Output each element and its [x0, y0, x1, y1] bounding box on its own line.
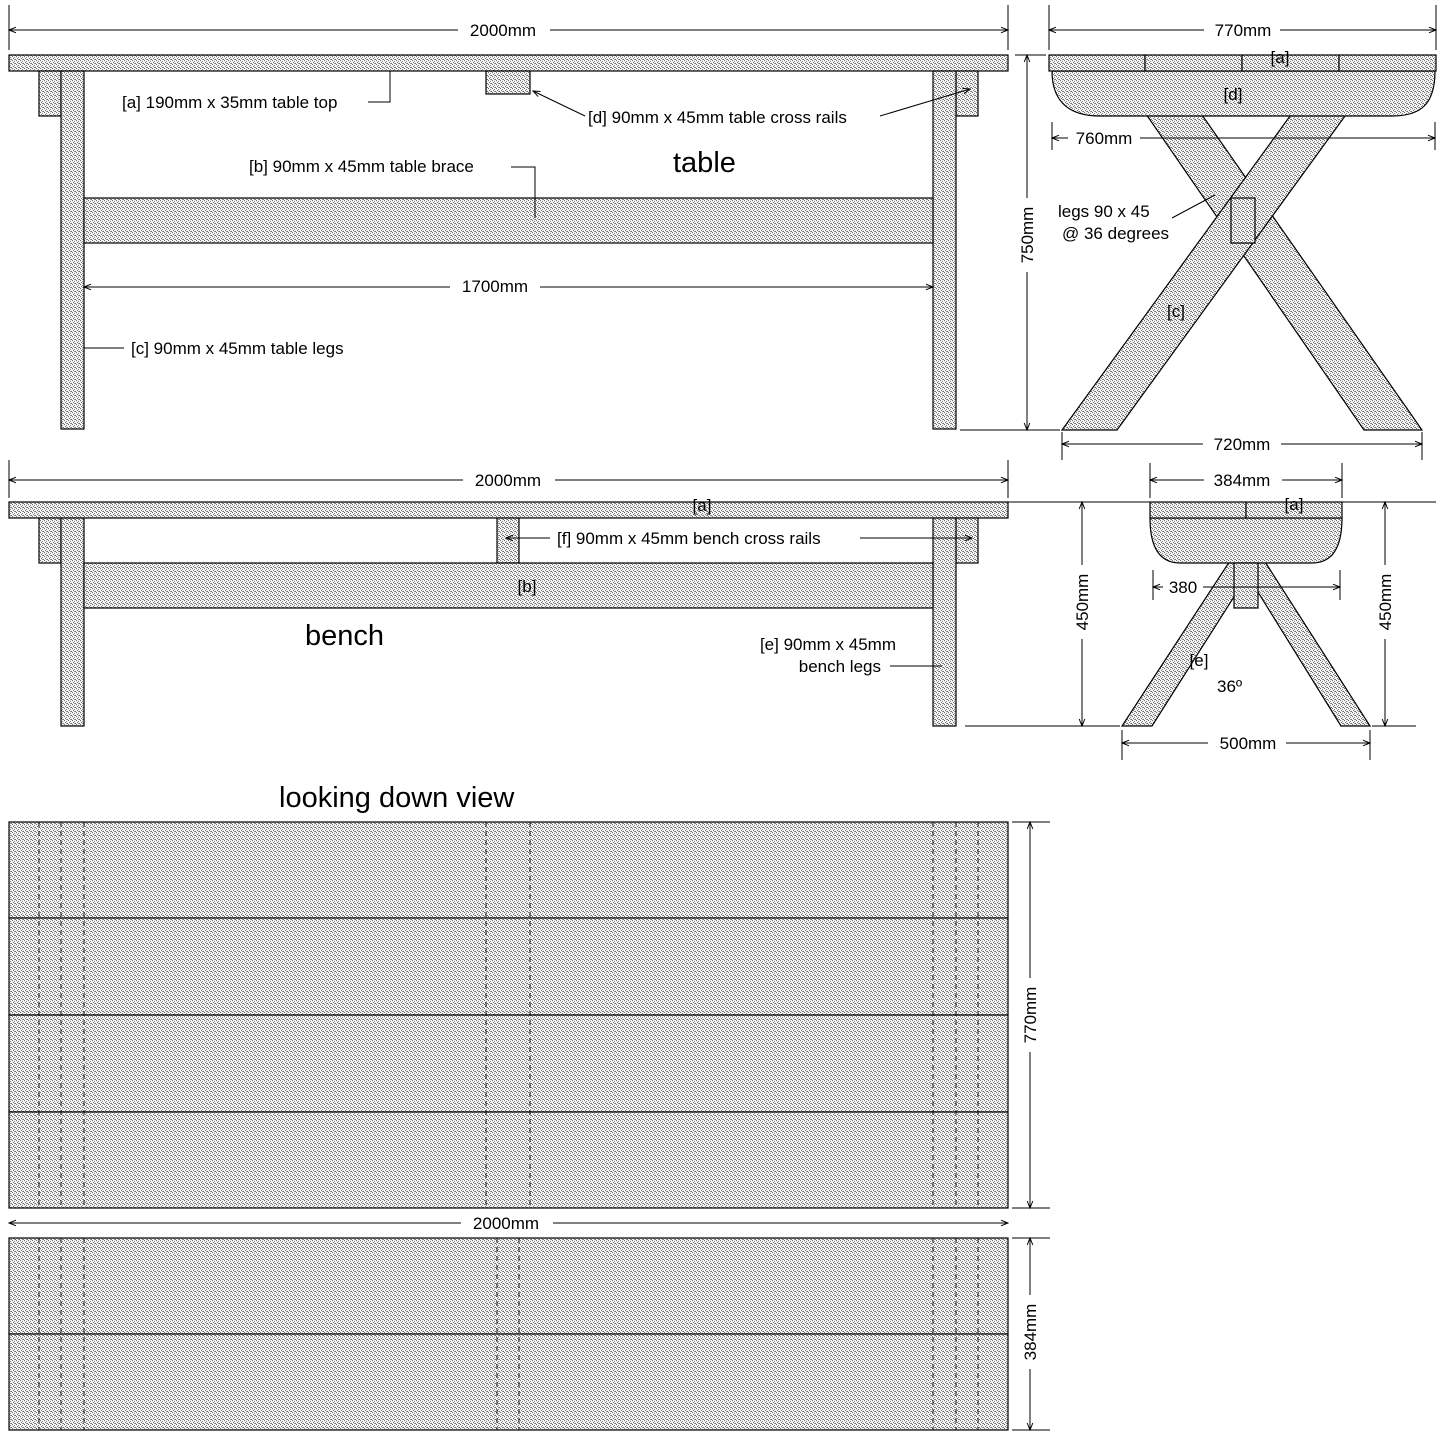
bench-end-tag-a: [a]: [1284, 495, 1304, 514]
bench-tag-a: [a]: [692, 496, 712, 515]
plan-bench-boards: [9, 1238, 1008, 1430]
bench-top-a: [9, 502, 1008, 518]
table-end-tag-a: [a]: [1270, 48, 1290, 67]
plan-title: looking down view: [279, 782, 515, 814]
table-end-rail-dim: 760mm: [1075, 129, 1133, 148]
table-title: table: [673, 147, 736, 179]
table-cross-rails-label: [d] 90mm x 45mm table cross rails: [588, 108, 847, 127]
bench-length-dim: 2000mm: [474, 471, 542, 490]
bench-end-angle: 36º: [1217, 677, 1243, 696]
table-leg-right: [933, 71, 956, 429]
plan-length-dim: 2000mm: [472, 1214, 540, 1233]
table-end-leg-c-1: [1117, 72, 1422, 430]
table-cross-rail-mid: [486, 71, 530, 94]
bench-end-height-left-dim: 450mm: [1073, 573, 1092, 631]
bench-end-height-right-dim: 450mm: [1376, 573, 1395, 631]
plan-bench-width-dim: 384mm: [1021, 1303, 1040, 1361]
table-end-foot-dim: 720mm: [1213, 435, 1271, 454]
table-end-tag-c: [c]: [1167, 302, 1185, 321]
bench-cross-rail-left: [39, 518, 61, 563]
bench-title: bench: [305, 620, 385, 652]
bench-end-width-dim: 384mm: [1213, 471, 1271, 490]
table-end-view: [1049, 5, 1436, 460]
bench-tag-b: [b]: [517, 577, 537, 596]
table-end-cross-rail-d: [1052, 71, 1435, 116]
table-legs-label: [c] 90mm x 45mm table legs: [131, 339, 344, 358]
plan-table-width-dim: 770mm: [1021, 986, 1040, 1044]
bench-legs-label-1: [e] 90mm x 45mm: [759, 635, 896, 654]
table-top-a: [9, 55, 1008, 71]
table-length-dim: 2000mm: [469, 21, 537, 40]
bench-cross-rail-right: [956, 518, 978, 563]
bench-end-rail-dim: 380: [1168, 578, 1198, 597]
table-top-label: [a] 190mm x 35mm table top: [122, 93, 338, 112]
table-cross-rail-right: [956, 71, 978, 116]
table-side-view: [9, 5, 1060, 430]
bench-side-view: [9, 460, 1008, 726]
bench-legs-label-2: bench legs: [798, 657, 881, 676]
bench-end-tag-e: [e]: [1189, 651, 1209, 670]
plan-table-boards: [9, 822, 1008, 1208]
table-height-dim: 750mm: [1018, 206, 1037, 264]
table-end-tag-d: [d]: [1223, 85, 1243, 104]
bench-cross-rails-label: [f] 90mm x 45mm bench cross rails: [557, 529, 821, 548]
bench-end-foot-dim: 500mm: [1219, 734, 1277, 753]
table-inner-dim: 1700mm: [461, 277, 529, 296]
bench-cross-rail-mid: [497, 518, 519, 563]
bench-end-view: [965, 463, 1436, 760]
table-end-legs-note-1: legs 90 x 45: [1058, 202, 1150, 221]
plan-view: [9, 782, 1050, 1430]
bench-brace-b: [84, 563, 933, 608]
table-end-width-dim: 770mm: [1214, 21, 1272, 40]
bench-leg-left: [61, 518, 84, 726]
table-leg-left: [61, 71, 84, 429]
table-end-legs-note-2: @ 36 degrees: [1062, 224, 1170, 243]
bench-leg-right: [933, 518, 956, 726]
table-cross-rail-left: [39, 71, 61, 116]
bench-end-cross-rail: [1150, 518, 1342, 563]
table-brace-label: [b] 90mm x 45mm table brace: [249, 157, 474, 176]
table-brace-b: [84, 198, 933, 243]
